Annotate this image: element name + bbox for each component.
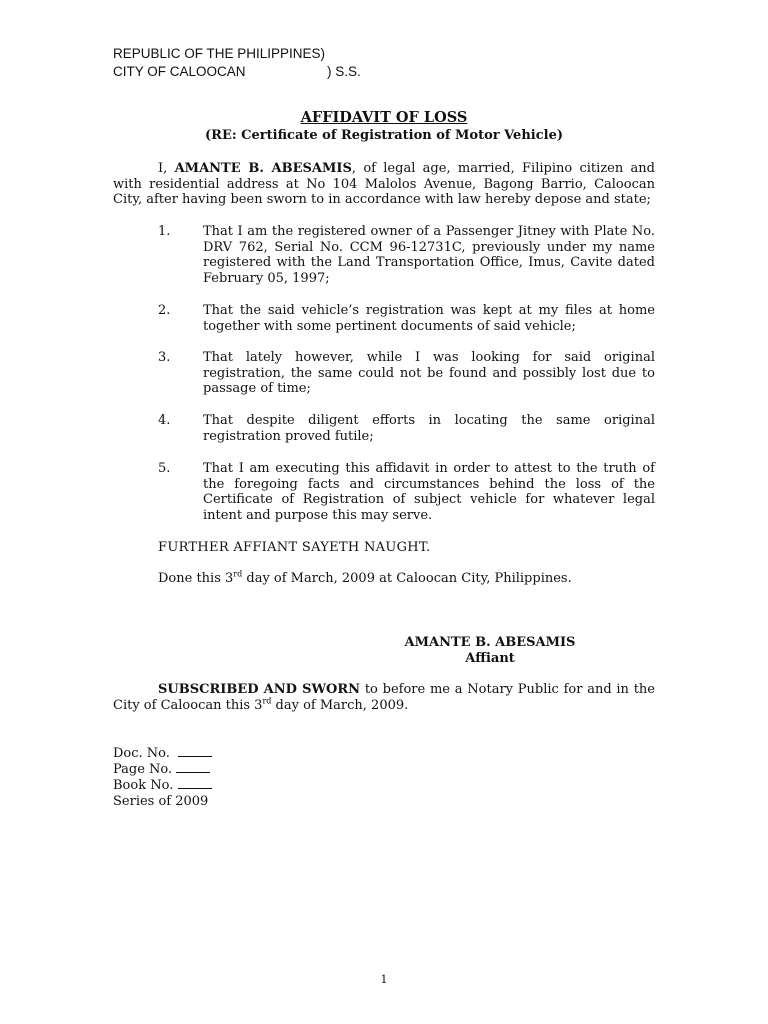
caption-republic: REPUBLIC OF THE PHILIPPINES) <box>113 46 326 61</box>
list-item-number: 5. <box>158 461 171 476</box>
signature-role: Affiant <box>465 651 515 666</box>
notary-doc-no <box>113 746 212 762</box>
list-item-text: That I am the registered owner of a Passenger Jitney with Plate No. DRV 762, Serial No. CCM 96-12731C, previously under my name registered with the Land Transportation Office, Imus, Cavite dated February 05, 1997; <box>203 224 655 286</box>
done-line <box>158 571 572 587</box>
list-item-text: That despite diligent efforts in locating the same original registration proved futile; <box>203 413 655 444</box>
notary-doc-blank <box>178 746 212 757</box>
notary-page-blank <box>176 762 210 773</box>
notary-book-label: Book No. <box>113 778 174 793</box>
notary-series: Series of 2009 <box>113 794 209 809</box>
document-title: AFFIDAVIT OF LOSS <box>300 109 468 126</box>
notary-page-label: Page No. <box>113 762 173 777</box>
jurat-sup: rd <box>262 696 272 706</box>
notary-doc-label: Doc. No. <box>113 746 170 761</box>
notary-book-blank <box>178 778 212 789</box>
list-item-text: That lately however, while I was looking for said original registration, the same could not be found and possibly lost due to passage of time; <box>203 350 655 396</box>
list-item-number: 4. <box>158 413 171 428</box>
intro-lead: I, <box>158 161 175 176</box>
done-sup: rd <box>233 569 243 579</box>
intro-rest: , of legal age, married, Filipino citizen and with residential address at No 104 Malolos Avenue, Bagong Barrio, Caloocan City, after having been sworn to in accordance with law hereby depose and state; <box>113 161 655 207</box>
jurat-text2: day of March, 2009. <box>271 697 409 713</box>
caption-city-name: CITY OF CALOOCAN <box>113 64 246 79</box>
page-number: 1 <box>380 973 388 986</box>
further-affiant-line: FURTHER AFFIANT SAYETH NAUGHT. <box>158 540 431 555</box>
list-item-number: 2. <box>158 303 171 318</box>
intro-paragraph <box>113 161 655 208</box>
notary-book-no <box>113 778 212 794</box>
list-item-number: 1. <box>158 224 171 239</box>
list-item-text: That I am executing this affidavit in order to attest to the truth of the foregoing facts and circumstances behind the loss of the Certificate of Registration of subject vehicle for whatever legal intent and purpose this may serve. <box>203 461 655 523</box>
done-pre: Done this 3 <box>158 571 234 586</box>
jurat-bold: SUBSCRIBED AND SWORN <box>158 682 361 697</box>
list-item-text: That the said vehicle’s registration was kept at my files at home together with some pertinent documents of said vehicle; <box>203 303 655 334</box>
done-post: day of March, 2009 at Caloocan City, Philippines. <box>242 571 572 586</box>
jurat-text1: to before me a Notary Public for and in the City of Caloocan this 3 <box>113 682 655 713</box>
document-subtitle: (RE: Certificate of Registration of Motor Vehicle) <box>204 128 563 143</box>
list-item-number: 3. <box>158 350 171 365</box>
jurat-paragraph <box>113 682 655 713</box>
notary-page-no <box>113 762 210 778</box>
caption-ss: ) S.S. <box>327 64 361 79</box>
affiant-name-inline: AMANTE B. ABESAMIS <box>174 161 352 176</box>
signature-name: AMANTE B. ABESAMIS <box>404 635 576 650</box>
caption-city <box>113 64 361 80</box>
